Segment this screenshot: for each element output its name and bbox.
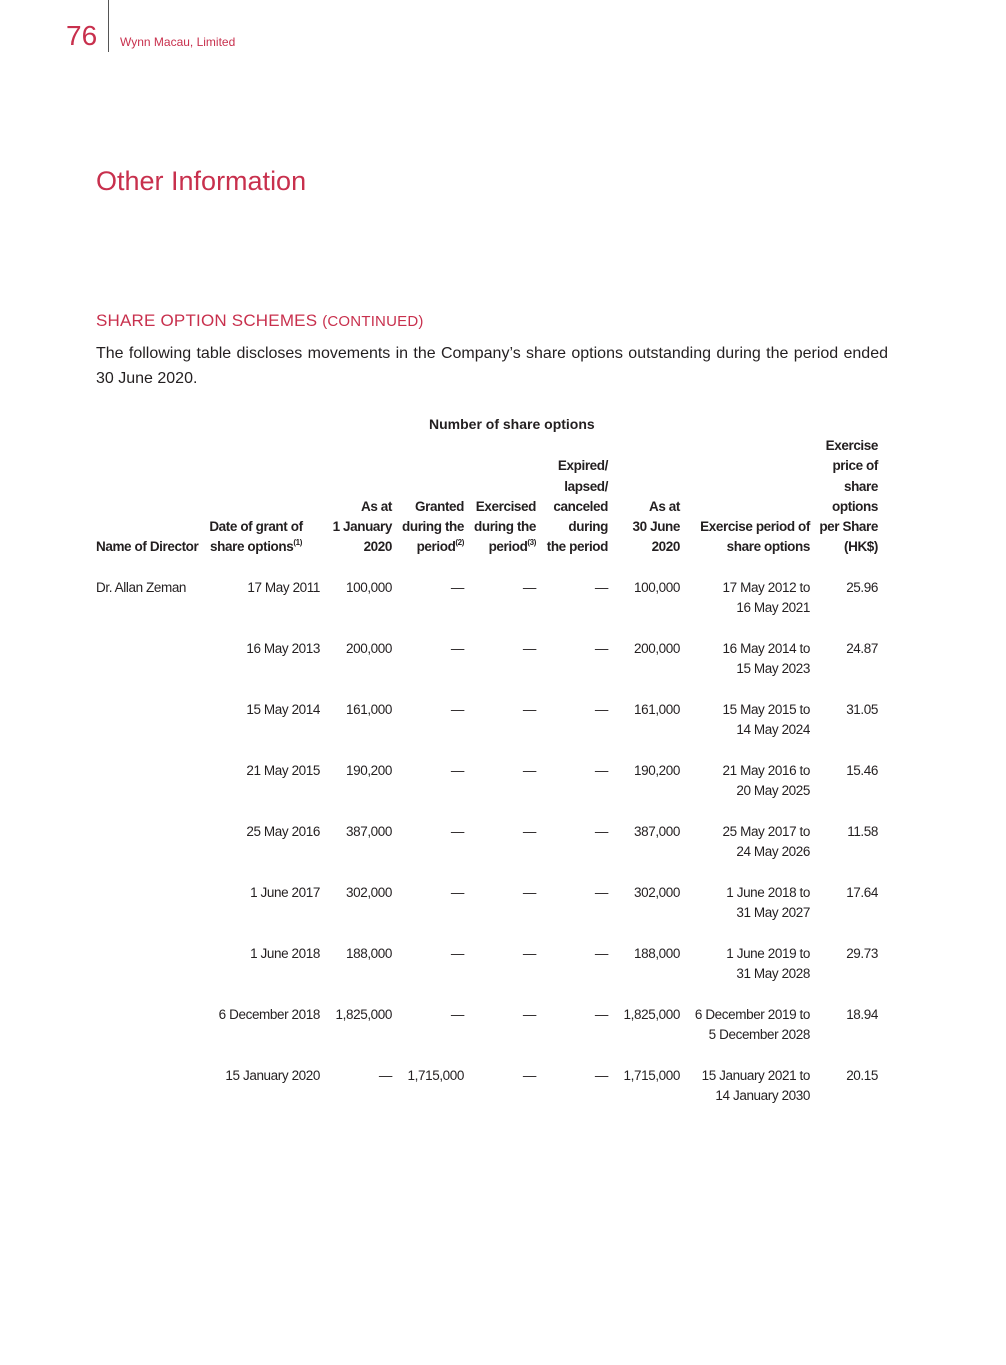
cell-expired: — [594,1067,608,1083]
table-header-row [96,436,886,558]
cell-granted: — [450,945,464,961]
cell-date: 6 December 2018 [218,1006,320,1022]
cell-name [96,944,200,1005]
sub-heading-suffix: (CONTINUED) [322,313,424,330]
cell-date: 1 June 2018 [250,945,320,961]
cell-as-at-2: 200,000 [634,640,680,656]
cell-price: 11.58 [847,823,878,839]
cell-granted: — [450,762,464,778]
cell-exercised: — [522,1006,536,1022]
cell-as-at-2: 387,000 [634,823,680,839]
cell-date: 1 June 2017 [250,884,320,900]
cell-name [96,1005,200,1066]
table-row [96,700,886,761]
page-number: 76 [66,20,98,51]
cell-period: 25 May 2017 to 24 May 2026 [722,823,810,860]
cell-as-at-1: 1,825,000 [335,1006,392,1022]
cell-price: 25.96 [846,579,878,595]
cell-expired: — [594,701,608,717]
intro-paragraph: The following table discloses movements in the Company’s share options outstanding during the period ended 30 June 2020. [96,345,888,387]
cell-name [96,639,200,700]
cell-expired: — [594,640,608,656]
cell-granted: — [450,640,464,656]
cell-as-at-2: 302,000 [634,884,680,900]
group-header: Number of share options [429,416,595,432]
table-row [96,1005,886,1066]
cell-date: 15 May 2014 [246,701,320,717]
sub-heading-title: SHARE OPTION SCHEMES [96,311,318,330]
col-exercise-period: Exercise period of share options [700,519,810,555]
cell-expired: — [594,884,608,900]
sub-heading [96,311,424,331]
cell-name [96,700,200,761]
cell-price: 15.46 [846,762,878,778]
cell-period: 15 January 2021 to 14 January 2030 [701,1067,810,1104]
cell-granted: — [450,701,464,717]
cell-granted: — [450,579,464,595]
cell-granted: — [450,884,464,900]
table-row [96,883,886,944]
cell-period: 6 December 2019 to 5 December 2028 [694,1006,810,1043]
cell-date: 15 January 2020 [225,1067,320,1083]
cell-as-at-1: 100,000 [346,579,392,595]
col-as-at-1-january: As at 1 January 2020 [332,498,392,555]
cell-as-at-1: — [378,1067,392,1083]
table-row [96,639,886,700]
table-row [96,822,886,883]
cell-exercised: — [522,1067,536,1083]
header-divider [108,0,109,52]
cell-name [96,761,200,822]
cell-as-at-1: 302,000 [346,884,392,900]
cell-exercised: — [522,884,536,900]
col-expired: Expired/ lapsed/ canceled during the period [546,458,608,555]
col-date-of-grant: Date of grant of share options$^{(1)}$ [209,519,303,555]
cell-period: 17 May 2012 to 16 May 2021 [722,579,810,616]
col-name-of-director: Name of Director [96,539,199,555]
col-exercise-price: Exercise price of share options per Share (HK$) [819,438,878,555]
cell-as-at-2: 190,200 [634,762,680,778]
cell-exercised: — [522,945,536,961]
cell-expired: — [594,579,608,595]
cell-as-at-2: 188,000 [634,945,680,961]
cell-as-at-2: 1,715,000 [623,1067,680,1083]
cell-exercised: — [522,579,536,595]
cell-as-at-2: 1,825,000 [623,1006,680,1022]
cell-period: 1 June 2019 to 31 May 2028 [726,945,810,982]
share-options-table [96,436,886,1127]
cell-expired: — [594,762,608,778]
section-title: Other Information [96,166,307,196]
cell-name [96,883,200,944]
cell-as-at-1: 188,000 [346,945,392,961]
cell-price: 17.64 [846,884,878,900]
cell-date: 25 May 2016 [246,823,320,839]
cell-price: 20.15 [846,1067,878,1083]
cell-as-at-1: 387,000 [346,823,392,839]
cell-date: 17 May 2011 [247,579,320,595]
cell-period: 21 May 2016 to 20 May 2025 [722,762,810,799]
col-exercised: Exercised during the period$^{(3)}$ [474,498,536,555]
cell-granted: — [450,823,464,839]
cell-as-at-2: 100,000 [634,579,680,595]
cell-period: 15 May 2015 to 14 May 2024 [722,701,810,738]
cell-exercised: — [522,701,536,717]
cell-name [96,822,200,883]
table-row [96,944,886,1005]
cell-price: 29.73 [846,945,878,961]
col-granted: Granted during the period$^{(2)}$ [402,498,464,555]
cell-price: 24.87 [846,640,878,656]
cell-date: 16 May 2013 [246,640,320,656]
company-name: Wynn Macau, Limited [120,35,236,49]
cell-exercised: — [522,823,536,839]
cell-price: 18.94 [846,1006,878,1022]
cell-granted: 1,715,000 [407,1067,464,1083]
cell-name [96,1066,200,1127]
cell-as-at-1: 161,000 [346,701,392,717]
cell-date: 21 May 2015 [246,762,320,778]
table-row [96,761,886,822]
cell-exercised: — [522,762,536,778]
cell-as-at-1: 200,000 [346,640,392,656]
cell-period: 1 June 2018 to 31 May 2027 [726,884,810,921]
cell-name: Dr. Allan Zeman [96,579,187,595]
table-row [96,578,886,639]
cell-exercised: — [522,640,536,656]
cell-price: 31.05 [846,701,878,717]
cell-granted: — [450,1006,464,1022]
cell-period: 16 May 2014 to 15 May 2023 [722,640,810,677]
cell-expired: — [594,823,608,839]
cell-as-at-2: 161,000 [634,701,680,717]
cell-expired: — [594,945,608,961]
table-row [96,1066,886,1127]
col-as-at-30-june: As at 30 June 2020 [632,498,680,555]
cell-as-at-1: 190,200 [346,762,392,778]
cell-expired: — [594,1006,608,1022]
